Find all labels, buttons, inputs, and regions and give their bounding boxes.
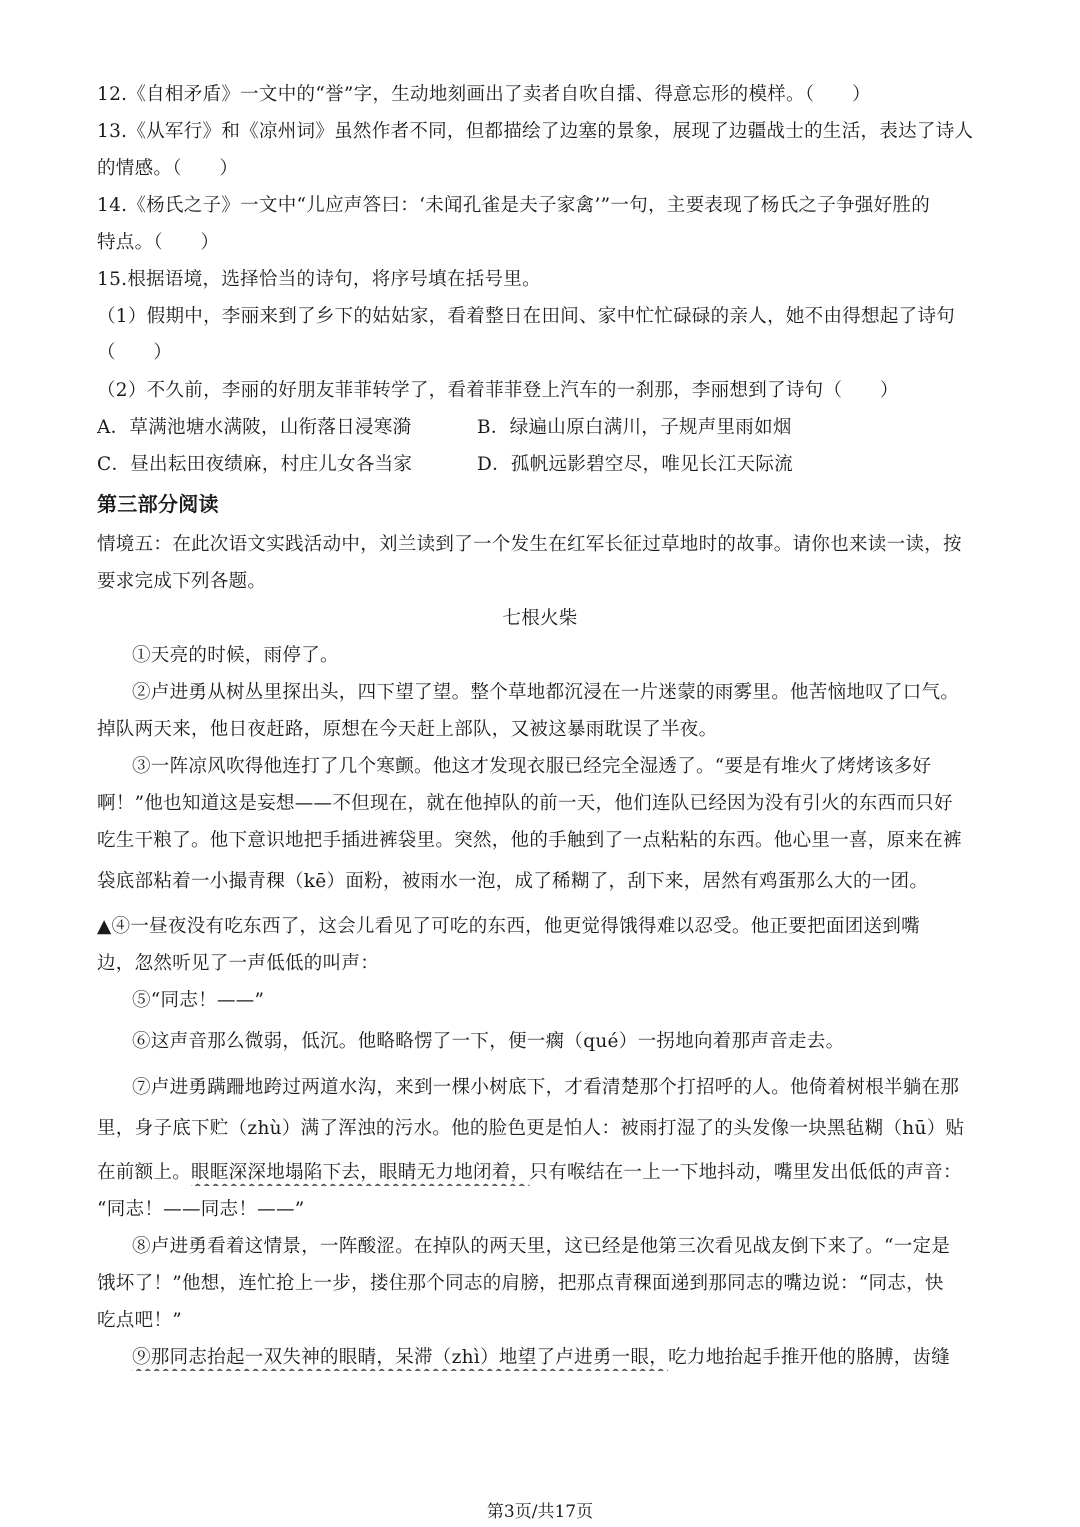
question-12: 12.《自相矛盾》一文中的“誉”字，生动地刻画出了卖者自吹自擂、得意忘形的模样。（ ） — [97, 84, 871, 105]
paragraph-7-line4: “同志！——同志！——” — [97, 1199, 305, 1220]
paragraph-3-line2: 啊！”他也知道这是妄想——不但现在，就在他掉队的前一天，他们连队已经因为没有引火的东西而只好 — [97, 793, 953, 814]
paragraph-9-line1 — [132, 1345, 987, 1371]
paragraph-8-line3: 吃点吧！” — [97, 1310, 182, 1331]
question-14-line2: 特点。（ ） — [97, 232, 220, 253]
question-13-line1: 13.《从军行》和《凉州词》虽然作者不同，但都描绘了边塞的景象，展现了边疆战士的生活，表达了诗人 — [97, 121, 974, 142]
question-15-1-line2: （ ） — [97, 342, 173, 363]
paragraph-2-line1: ②卢进勇从树丛里探出头，四下望了望。整个草地都沉浸在一片迷蒙的雨雾里。他苦恼地叹了口气。 — [132, 682, 960, 703]
option-a: A．草满池塘水满陂，山衔落日浸寒漪 — [97, 417, 412, 438]
context-line2: 要求完成下列各题。 — [97, 571, 267, 592]
paragraph-8-line1: ⑧卢进勇看着这情景，一阵酸涩。在掉队的两天里，这已经是他第三次看见战友倒下来了。“一定是 — [132, 1236, 951, 1257]
passage-title: 七根火柴 — [502, 608, 578, 629]
paragraph-9-text-after: 吃力地抬起手推开他的胳膊，齿缝 — [668, 1347, 951, 1368]
section-heading: 第三部分阅读 — [97, 492, 219, 516]
paragraph-7-line3 — [97, 1160, 987, 1186]
paragraph-8-line2: 饿坏了！”他想，连忙抢上一步，搂住那个同志的肩膀，把那点青稞面递到那同志的嘴边说：“同志，快 — [97, 1273, 944, 1294]
paragraph-7-text-after: 只有喉结在一上一下地抖动，嘴里发出低低的声音： — [529, 1162, 962, 1183]
option-d: D．孤帆远影碧空尽，唯见长江天际流 — [477, 454, 793, 475]
page-number: 第3页/共17页 — [486, 1502, 594, 1522]
paragraph-3-line4: 袋底部粘着一小撮青稞（kē）面粉，被雨水一泡，成了稀糊了，刮下来，居然有鸡蛋那么大的一团。 — [97, 871, 929, 892]
question-15-1-line1: （1）假期中，李丽来到了乡下的姑姑家，看着整日在田间、家中忙忙碌碌的亲人，她不由得想起了诗句 — [97, 306, 956, 327]
question-13-line2: 的情感。（ ） — [97, 158, 239, 179]
question-15: 15.根据语境，选择恰当的诗句，将序号填在括号里。 — [97, 269, 541, 290]
paragraph-7-text-before: 在前额上。 — [97, 1162, 192, 1183]
question-14-line1: 14.《杨氏之子》一文中“儿应声答曰：‘未闻孔雀是夫子家禽’”一句，主要表现了杨氏之子争强好胜的 — [97, 195, 931, 216]
option-b: B．绿遍山原白满川，子规声里雨如烟 — [477, 417, 792, 438]
paragraph-9-wavy-sentence: ⑨那同志抬起一双失神的眼睛，呆滞（zhì）地望了卢进勇一眼， — [132, 1347, 669, 1368]
paragraph-7-line1: ⑦卢进勇蹒跚地跨过两道水沟，来到一棵小树底下，才看清楚那个打招呼的人。他倚着树根半躺在那 — [132, 1077, 960, 1098]
option-c: C．昼出耘田夜绩麻，村庄儿女各当家 — [97, 454, 413, 475]
question-15-2: （2）不久前，李丽的好朋友菲菲转学了，看着菲菲登上汽车的一刹那，李丽想到了诗句（ ） — [97, 380, 899, 401]
paragraph-5: ⑤“同志！——” — [132, 990, 265, 1011]
paragraph-4-line2: 边，忽然听见了一声低低的叫声： — [97, 953, 380, 974]
context-line1: 情境五：在此次语文实践活动中，刘兰读到了一个发生在红军长征过草地时的故事。请你也来读一读，按 — [97, 534, 962, 555]
paragraph-1: ①天亮的时候，雨停了。 — [132, 645, 339, 666]
paragraph-4-line1: ▲④一昼夜没有吃东西了，这会儿看见了可吃的东西，他更觉得饿得难以忍受。他正要把面团送到嘴 — [97, 916, 920, 937]
paragraph-3-line1: ③一阵凉风吹得他连打了几个寒颤。他这才发现衣服已经完全湿透了。“要是有堆火了烤烤该多好 — [132, 756, 932, 777]
paragraph-2-line2: 掉队两天来，他日夜赶路，原想在今天赶上部队，又被这暴雨耽误了半夜。 — [97, 719, 718, 740]
wavy-underlined-sentence: 眼眶深深地塌陷下去，眼睛无力地闭着， — [191, 1162, 530, 1183]
paragraph-3-line3: 吃生干粮了。他下意识地把手插进裤袋里。突然，他的手触到了一点粘粘的东西。他心里一喜，原来在裤 — [97, 830, 962, 851]
paragraph-7-line2: 里，身子底下贮（zhù）满了浑浊的污水。他的脸色更是怕人：被雨打湿了的头发像一块黑毡糊（hū）贴 — [97, 1118, 965, 1139]
paragraph-6: ⑥这声音那么微弱，低沉。他略略愣了一下，便一瘸（qué）一拐地向着那声音走去。 — [132, 1031, 845, 1052]
